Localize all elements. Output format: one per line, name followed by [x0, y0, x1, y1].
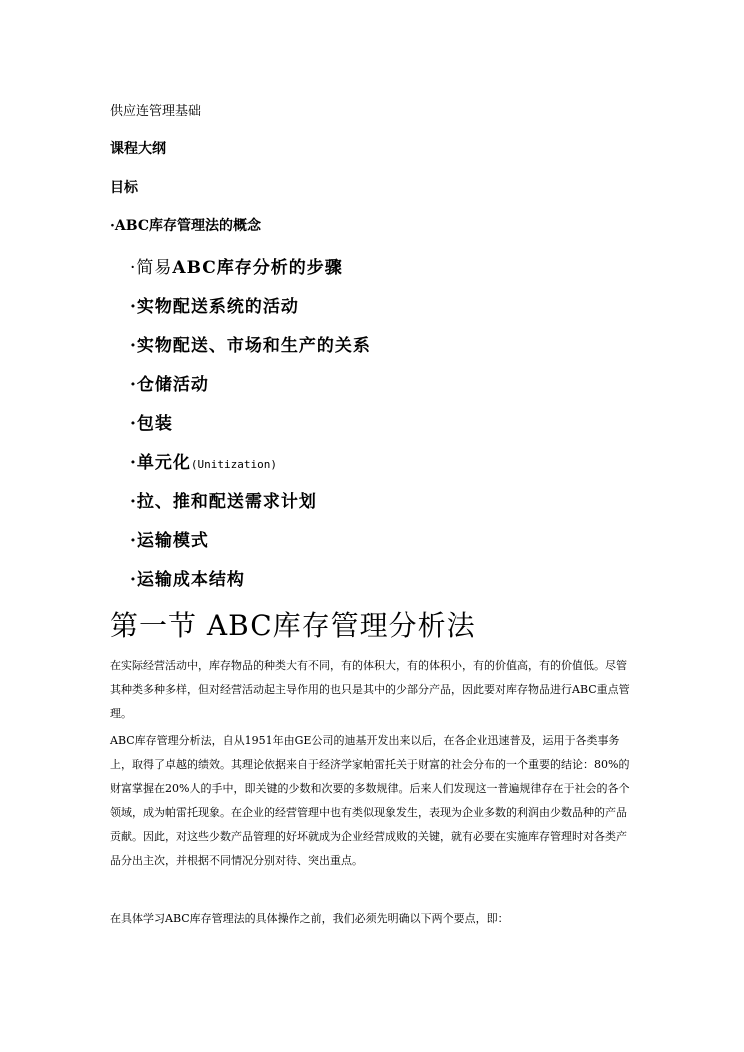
bullet-distribution-activities: ·实物配送系统的活动 [130, 297, 299, 317]
page-header: 供应连管理基础 [110, 104, 202, 119]
bullet-pull-push: ·拉、推和配送需求计划 [130, 492, 317, 512]
goal-title: 目标 [110, 180, 138, 196]
bullet-packaging: ·包装 [130, 414, 173, 434]
bullet-abc-steps [130, 253, 343, 278]
section-title: 第一节 ABC库存管理分析法 [110, 609, 476, 642]
bullet-abc-steps-prefix: ·简易 [130, 258, 173, 278]
bullet-abc-concept: ·ABC库存管理法的概念 [110, 218, 261, 234]
outline-title: 课程大纲 [110, 141, 166, 157]
bullet-unitization-text: ·单元化 [130, 453, 191, 473]
bullet-warehousing: ·仓储活动 [130, 375, 209, 395]
bullet-abc-steps-text: ABC库存分析的步骤 [172, 258, 343, 278]
paragraph-2: ABC库存管理分析法，自从1951年由GE公司的迪基开发出来以后，在各企业迅速普及，运用于各类事务上，取得了卓越的绩效。其理论依据来自于经济学家帕雷托关于财富的社会分布的一个重要的结论：80%的财富掌握在20%人的手中，即关键的少数和次要的多数规律。后来人们发现这一普遍规律存在于社会的各个领域，成为帕雷托现象。在企业的经营管理中也有类似现象发生，表现为企业多数的利润由少数品种的产品贡献。因此，对这些少数产品管理的好坏就成为企业经营成败的关键，就有必要在实施库存管理时对各类产品分出主次，并根据不同情况分别对待、突出重点。 [110, 734, 630, 867]
bullet-unitization [130, 448, 277, 473]
bullet-unitization-english: (Unitization) [190, 458, 278, 471]
bullet-distribution-relations: ·实物配送、市场和生产的关系 [130, 336, 371, 356]
paragraph-1: 在实际经营活动中，库存物品的种类大有不同，有的体积大，有的体积小，有的价值高，有的价值低。尽管其种类多种多样，但对经营活动起主导作用的也只是其中的少部分产品，因此要对库存物品进行ABC重点管理。 [110, 659, 630, 720]
bullet-transport-modes: ·运输模式 [130, 531, 209, 551]
bullet-transport-cost: ·运输成本结构 [130, 570, 245, 590]
paragraph-3: 在具体学习ABC库存管理法的具体操作之前，我们必须先明确以下两个要点，即： [110, 912, 509, 925]
